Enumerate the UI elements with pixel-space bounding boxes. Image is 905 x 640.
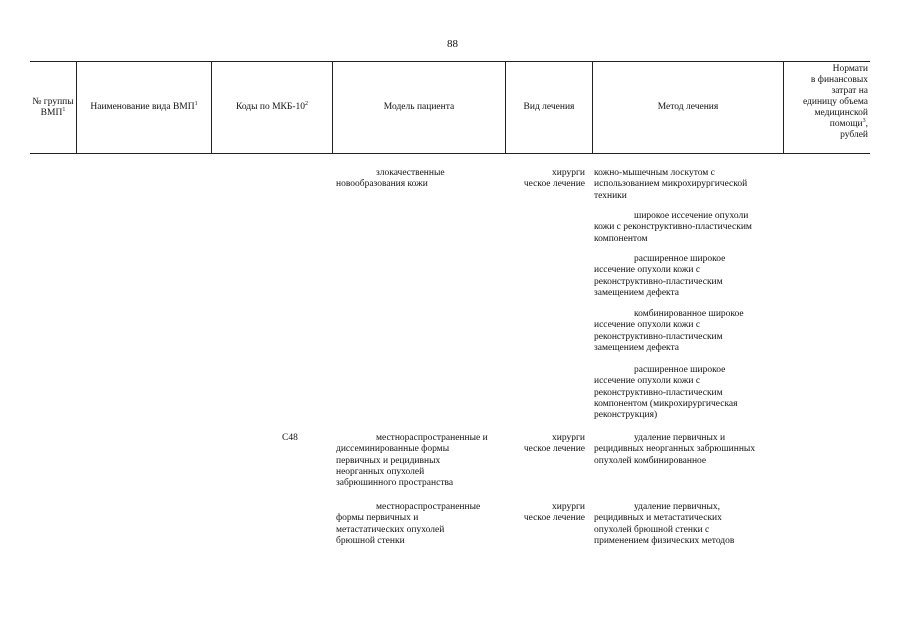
patient-model-text: местнораспространенные формы первичных и метастатических опухолей брюшной стенки <box>336 502 481 546</box>
treatment-type-text: хирурги ческое лечение <box>523 502 585 524</box>
treatment-method-text: комбинированное широкое иссечение опухоли кожи с реконструктивно-пластическим замещением дефекта <box>594 309 744 353</box>
treatment-method-text: кожно-мышечным лоскутом с использованием микрохирургической техники <box>594 168 748 201</box>
header-financial-norm: Нормати в финансовых затрат на единицу объема медицинской помощи$^3$, рублей <box>802 64 868 140</box>
treatment-method-text: расширенное широкое иссечение опухоли кожи с реконструктивно-пластическим компонентом (микрохирургическая реконструкция) <box>594 365 738 421</box>
treatment-type-text: хирурги ческое лечение <box>523 433 585 455</box>
treatment-method-text: удаление первичных и рецидивных неорганных забрюшинных опухолей комбинированное <box>594 433 756 466</box>
icd-code-text: C48 <box>282 433 298 443</box>
page-number: 88 <box>447 38 458 50</box>
treatment-method-text: широкое иссечение опухоли кожи с реконструктивно-пластическим компонентом <box>594 211 752 244</box>
header-treatment-method: Метод лечения <box>657 102 719 112</box>
table-header <box>30 61 870 154</box>
header-patient-model: Модель пациента <box>383 102 455 112</box>
header-vmp-name: Наименование вида ВМП$^1$ <box>90 100 198 112</box>
patient-model-text: злокачественные новообразования кожи <box>336 168 445 190</box>
patient-model-text: местнораспространенные и диссеминированные формы первичных и рецидивных неорганных опухолей забрюшинного пространства <box>336 433 488 489</box>
header-group-number: № группы ВМП$^1$ <box>32 96 74 118</box>
header-icd-codes: Коды по МКБ-$10^2$ <box>235 100 309 112</box>
header-treatment-type: Вид лечения <box>523 102 575 112</box>
treatment-method-text: удаление первичных, рецидивных и метастатических опухолей брюшной стенки с применением физических методов <box>594 502 735 546</box>
treatment-method-text: расширенное широкое иссечение опухоли кожи с реконструктивно-пластическим замещением дефекта <box>594 254 726 298</box>
treatment-type-text: хирурги ческое лечение <box>523 168 585 190</box>
